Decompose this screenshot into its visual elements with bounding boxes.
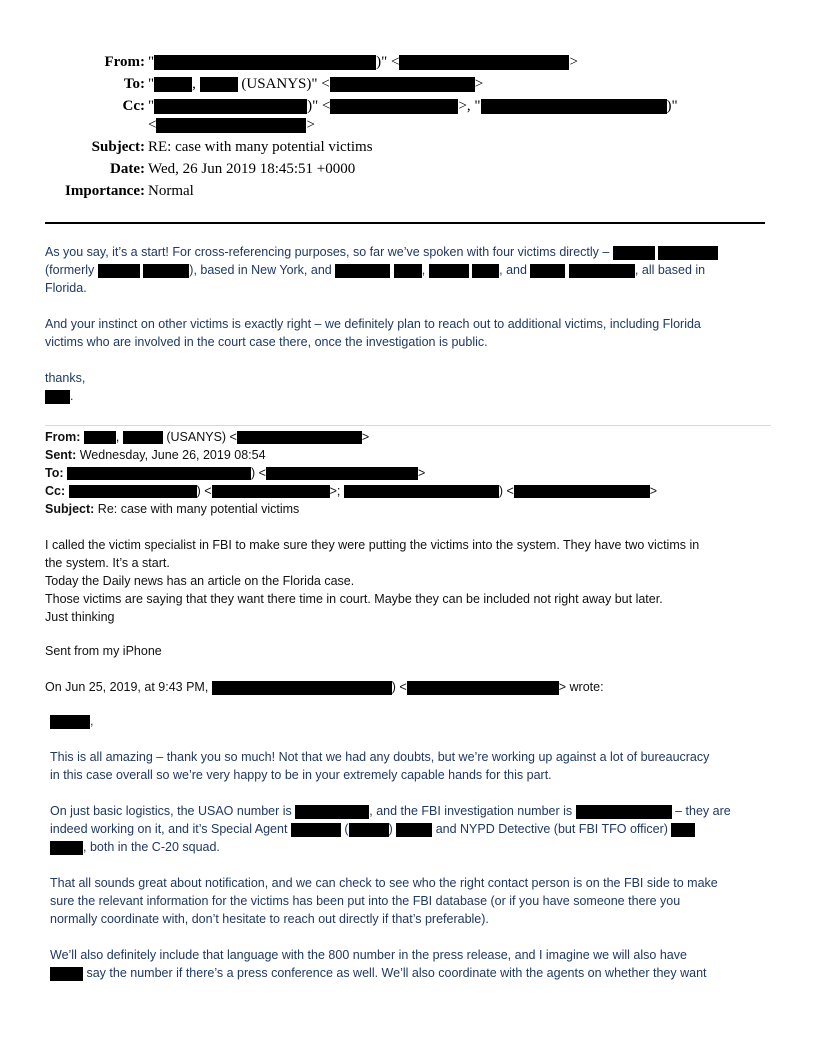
- importance-value: Normal: [148, 183, 194, 199]
- fwd-sent: Sent: Wednesday, June 26, 2019 08:54: [45, 448, 266, 462]
- redaction: [200, 77, 238, 92]
- quote-header: On Jun 25, 2019, at 9:43 PM, ) < > wrote:: [45, 680, 604, 694]
- quoted-p3-line2: sure the relevant information for the victims has been put into the FBI database (or if you have someone there you: [50, 894, 681, 908]
- date-label: Date:: [110, 161, 145, 177]
- redaction: [67, 467, 251, 480]
- redaction: [123, 431, 163, 444]
- redaction: [472, 264, 499, 278]
- reply-p2-line2: victims who are involved in the court case there, once the investigation is public.: [45, 335, 488, 349]
- to-org: (USANYS)": [241, 76, 318, 92]
- redaction: [212, 681, 392, 695]
- redaction: [399, 55, 569, 70]
- redaction: [154, 99, 307, 114]
- redaction: [514, 485, 650, 498]
- redaction: [394, 264, 422, 278]
- from-label: From:: [104, 54, 145, 70]
- redaction: [45, 390, 70, 404]
- redaction: [50, 715, 90, 729]
- cc-label: Cc:: [122, 98, 145, 114]
- quoted-p1-line2: in this case overall so we’re very happy to be in your extremely capable hands for this part.: [50, 768, 552, 782]
- fwd-body-line5: Just thinking: [45, 610, 115, 624]
- quoted-p4-line1: We’ll also definitely include that language with the 800 number in the press release, and I imagine we will also have: [50, 948, 687, 962]
- reply-thanks: thanks,: [45, 371, 86, 385]
- fwd-cc: Cc: ) < >; ) < >: [45, 484, 658, 498]
- reply-signature: .: [45, 389, 73, 404]
- quoted-p1-line1: This is all amazing – thank you so much! Not that we had any doubts, but we’re working up against a lot of bureaucracy: [50, 750, 710, 764]
- redaction: [396, 823, 432, 837]
- to-label: To:: [123, 76, 145, 92]
- redaction: [349, 823, 389, 837]
- redaction: [50, 841, 83, 855]
- fwd-signature: Sent from my iPhone: [45, 644, 162, 658]
- redaction: [84, 431, 116, 444]
- redaction: [237, 431, 362, 444]
- redaction: [576, 805, 672, 819]
- redaction: [156, 118, 306, 133]
- redaction: [69, 485, 197, 498]
- fwd-from: From: , (USANYS) < >: [45, 430, 370, 444]
- redaction: [266, 467, 418, 480]
- redaction: [344, 485, 499, 498]
- fwd-body-line2: the system. It’s a start.: [45, 556, 170, 570]
- fwd-body-line1: I called the victim specialist in FBI to make sure they were putting the victims into the system. They have two victims in: [45, 538, 700, 552]
- fwd-body-line3: Today the Daily news has an article on the Florida case.: [45, 574, 355, 588]
- redaction: [143, 264, 189, 278]
- reply-p1-line2: (formerly ), based in New York, and , , and , all based in: [45, 263, 706, 277]
- quoted-p3-line3: normally coordinate with, don’t hesitate to reach out directly if that’s preferable).: [50, 912, 489, 926]
- redaction: [330, 77, 475, 92]
- subject-value: RE: case with many potential victims: [148, 139, 373, 155]
- reply-p1-line3: Florida.: [45, 281, 87, 295]
- redaction: [481, 99, 667, 114]
- redaction: [330, 99, 458, 114]
- reply-p2-line1: And your instinct on other victims is exactly right – we definitely plan to reach out to additional victims, including Florida: [45, 317, 701, 331]
- quoted-p2-line2: indeed working on it, and it’s Special Agent ( ) and NYPD Detective (but FBI TFO officer): [50, 822, 695, 837]
- date-value: Wed, 26 Jun 2019 18:45:51 +0000: [148, 161, 356, 177]
- redaction: [98, 264, 140, 278]
- forward-divider: [45, 425, 771, 426]
- redaction: [154, 77, 192, 92]
- redaction: [429, 264, 469, 278]
- quoted-p2-line3: , both in the C-20 squad.: [50, 840, 220, 855]
- redaction: [671, 823, 695, 837]
- importance-label: Importance:: [65, 183, 145, 199]
- quoted-greeting: ,: [50, 714, 93, 729]
- quoted-p3-line1: That all sounds great about notification, and we can check to see who the right contact person is on the FBI side to make: [50, 876, 718, 890]
- redaction: [658, 246, 718, 260]
- redaction: [50, 967, 83, 981]
- redaction: [569, 264, 635, 278]
- redaction: [212, 485, 330, 498]
- fwd-subject: Subject: Re: case with many potential victims: [45, 502, 300, 516]
- fwd-to: To: ) < >: [45, 466, 426, 480]
- cc-value: " )" < >, " )": [148, 98, 678, 114]
- quoted-p2-line1: On just basic logistics, the USAO number is , and the FBI investigation number is – they are: [50, 804, 731, 818]
- header-divider: [45, 222, 765, 224]
- redaction: [154, 55, 376, 70]
- subject-label: Subject:: [91, 139, 145, 155]
- redaction: [295, 805, 369, 819]
- redaction: [613, 246, 655, 260]
- cc-value-cont: < >: [148, 117, 315, 133]
- reply-p1-line1: As you say, it’s a start! For cross-referencing purposes, so far we’ve spoken with four victims directly –: [45, 245, 718, 260]
- redaction: [335, 264, 390, 278]
- redaction: [407, 681, 559, 695]
- quoted-p4-line2: say the number if there’s a press conference as well. We’ll also coordinate with the agents on whether they want: [50, 966, 707, 981]
- from-value: " )" < >: [148, 54, 578, 70]
- to-value: " , (USANYS)" < >: [148, 76, 484, 92]
- redaction: [530, 264, 565, 278]
- redaction: [291, 823, 341, 837]
- fwd-body-line4: Those victims are saying that they want there time in court. Maybe they can be included not right away but later.: [45, 592, 663, 606]
